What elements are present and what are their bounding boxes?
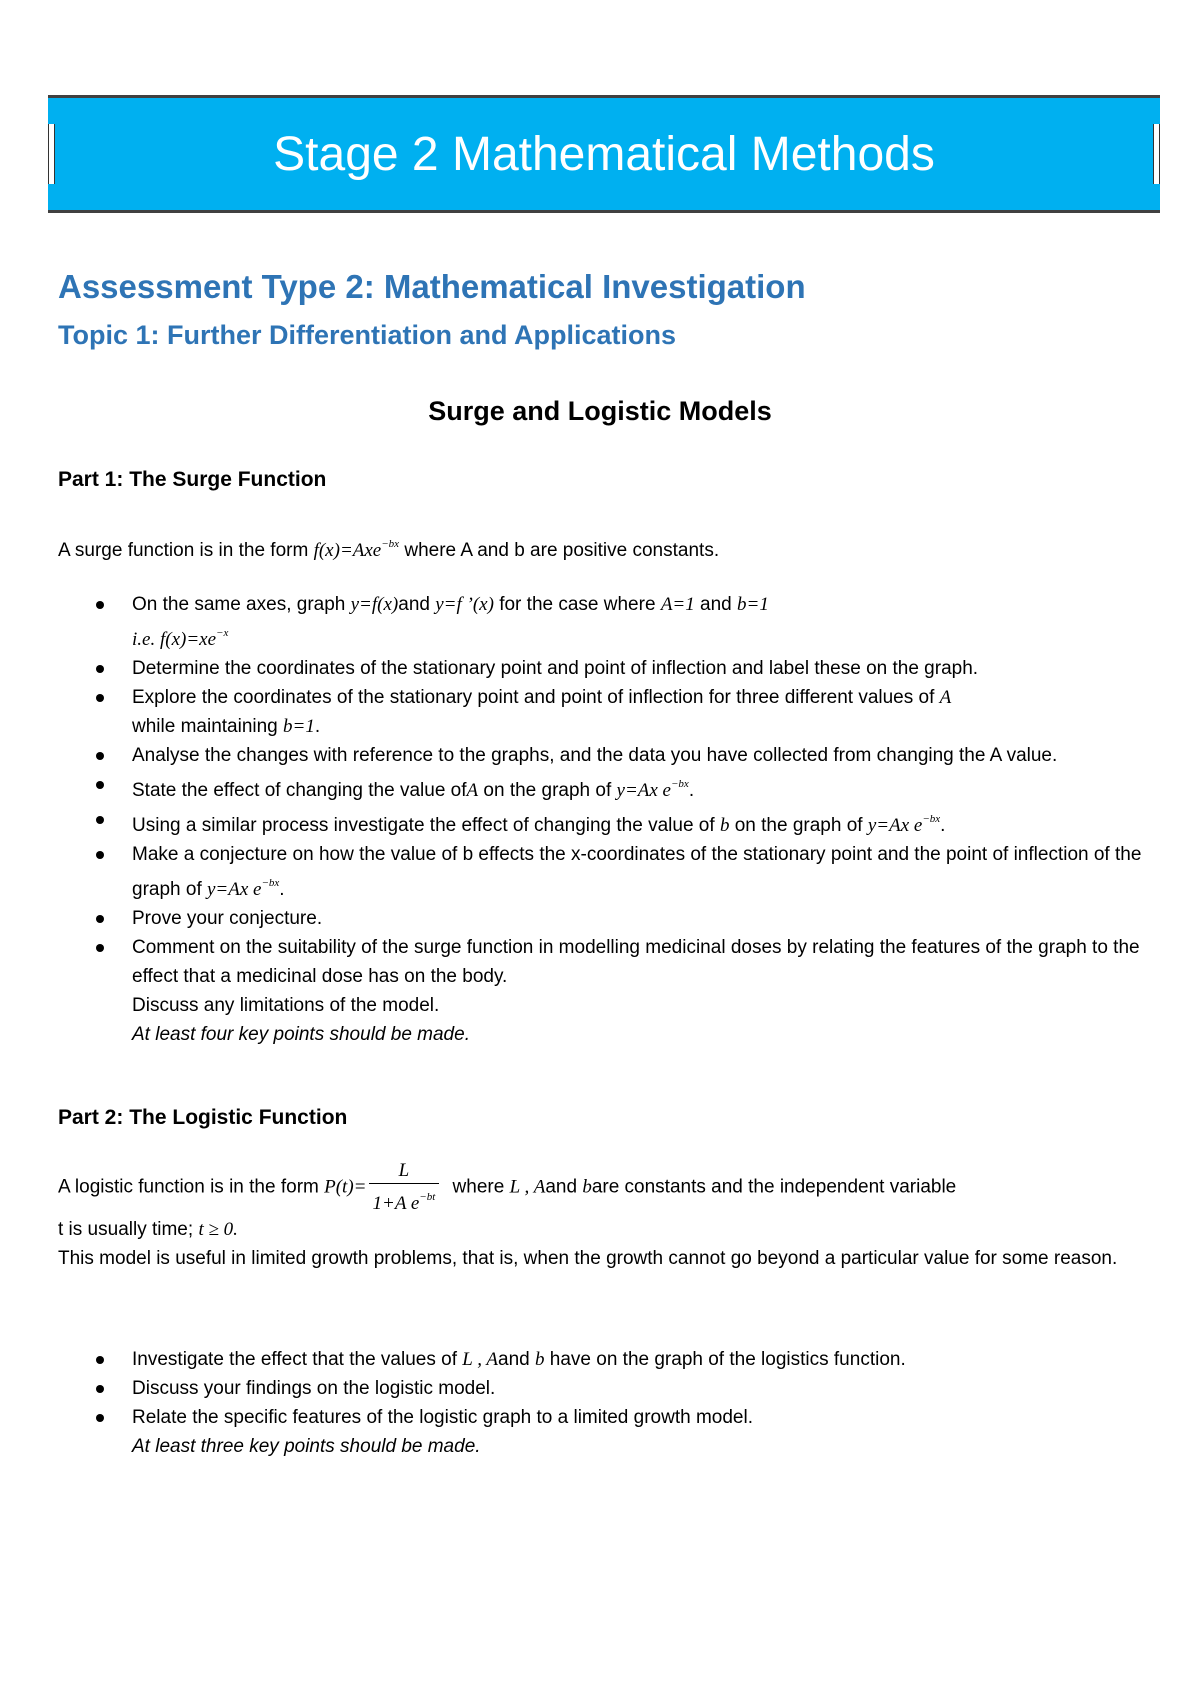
assessment-heading: Assessment Type 2: Mathematical Investigation bbox=[58, 268, 806, 305]
bullet-text: . bbox=[688, 780, 695, 801]
math-formula: A=1 bbox=[660, 594, 695, 615]
bullet-text: Make a conjecture on how the value of b effects the x-coordinates of the stationary point and the point of inflection of the graph of bbox=[132, 844, 1142, 900]
math-variable: A bbox=[939, 687, 952, 708]
list-item bbox=[132, 741, 1148, 770]
math-variable: b bbox=[719, 815, 730, 836]
math-formula: y=Ax e bbox=[207, 879, 262, 900]
bullet-text: and bbox=[398, 594, 436, 615]
bullet-text: and bbox=[694, 594, 738, 615]
bullet-text: Discuss your findings on the logistic model. bbox=[132, 1378, 496, 1399]
bullet-text: Analyse the changes with reference to the graphs, and the data you have collected from changing the A value. bbox=[132, 745, 1058, 766]
banner-title: Stage 2 Mathematical Methods bbox=[273, 128, 935, 181]
list-item bbox=[132, 1403, 1148, 1461]
list-item bbox=[132, 933, 1148, 1049]
bullet-text: Explore the coordinates of the stationary point and point of inflection for three different values of bbox=[132, 687, 940, 708]
math-variable: b bbox=[535, 1349, 545, 1370]
math-variable: A bbox=[466, 780, 479, 801]
math-formula: y=Ax e bbox=[867, 815, 923, 836]
bullet-text: have on the graph of the logistics function. bbox=[544, 1349, 906, 1370]
part1-intro-formula: f(x)=Axe bbox=[313, 540, 382, 561]
math-exponent: −bx bbox=[922, 813, 941, 825]
math-formula: b=1 bbox=[737, 594, 769, 615]
part1-intro bbox=[58, 530, 1148, 565]
part1-bullet-list bbox=[58, 590, 1148, 1049]
bullet-note: At least three key points should be made. bbox=[132, 1436, 481, 1457]
bullet-text: On the same axes, graph bbox=[132, 594, 351, 615]
math-formula: t ≥ 0. bbox=[198, 1219, 238, 1240]
list-item bbox=[132, 654, 1148, 683]
bullet-text: on the graph of bbox=[478, 780, 617, 801]
math-formula: y=f ’(x) bbox=[435, 594, 494, 615]
fraction-numerator: L bbox=[369, 1160, 440, 1184]
math-exponent: −bx bbox=[671, 778, 689, 790]
list-item bbox=[132, 805, 1148, 840]
list-item bbox=[132, 840, 1148, 904]
bullet-text: on the graph of bbox=[729, 815, 868, 836]
part1-heading: Part 1: The Surge Function bbox=[58, 468, 327, 491]
math-formula: b=1 bbox=[283, 716, 315, 737]
bullet-text: Using a similar process investigate the effect of changing the value of bbox=[132, 815, 720, 836]
part2-intro-prefix: A logistic function is in the form bbox=[58, 1176, 325, 1198]
bullet-text: Prove your conjecture. bbox=[132, 908, 323, 929]
part2-intro bbox=[58, 1160, 1148, 1273]
intro-text: t is usually time; bbox=[58, 1219, 199, 1240]
bullet-text: for the case where bbox=[493, 594, 661, 615]
bullet-text: . bbox=[314, 716, 321, 737]
bullet-note: At least four key points should be made. bbox=[132, 1024, 470, 1045]
math-formula: y=Ax e bbox=[616, 780, 671, 801]
bullet-text: Relate the specific features of the logistic graph to a limited growth model. bbox=[132, 1407, 753, 1428]
list-item bbox=[132, 590, 1148, 654]
title-banner bbox=[48, 95, 1160, 213]
math-variable: b bbox=[582, 1176, 592, 1198]
part2-heading: Part 2: The Logistic Function bbox=[58, 1106, 348, 1129]
list-item bbox=[132, 770, 1148, 805]
bullet-text: State the effect of changing the value of bbox=[132, 780, 467, 801]
bullet-text: Investigate the effect that the values of bbox=[132, 1349, 463, 1370]
logistic-fraction bbox=[369, 1160, 440, 1215]
math-variable: L , A bbox=[509, 1176, 546, 1198]
math-exponent: −bx bbox=[261, 877, 280, 889]
part2-description: This model is useful in limited growth problems, that is, when the growth cannot go beyond a particular value for some reason. bbox=[58, 1248, 1118, 1269]
document-title: Surge and Logistic Models bbox=[428, 396, 772, 426]
part2-bullet-list bbox=[58, 1345, 1148, 1461]
list-item bbox=[132, 683, 1148, 741]
bullet-text: . bbox=[940, 815, 946, 836]
denominator-text: 1+A e bbox=[372, 1193, 420, 1214]
math-formula: i.e. f(x)=xe bbox=[132, 629, 217, 650]
list-item bbox=[132, 904, 1148, 933]
part1-intro-exponent: −bx bbox=[381, 538, 400, 550]
part1-intro-prefix: A surge function is in the form bbox=[58, 540, 314, 561]
intro-text: where bbox=[447, 1176, 510, 1198]
fraction-denominator bbox=[369, 1184, 440, 1215]
math-formula: y=f(x) bbox=[350, 594, 399, 615]
bullet-text: while maintaining bbox=[132, 716, 284, 737]
list-item bbox=[132, 1345, 1148, 1374]
bullet-text: Discuss any limitations of the model. bbox=[132, 995, 440, 1016]
intro-text: and bbox=[545, 1176, 583, 1198]
topic-heading: Topic 1: Further Differentiation and Applications bbox=[58, 320, 677, 350]
math-formula: P(t)= bbox=[324, 1176, 367, 1198]
bullet-text: Determine the coordinates of the stationary point and point of inflection and label these on the graph. bbox=[132, 658, 979, 679]
math-variable: L , A bbox=[462, 1349, 499, 1370]
math-exponent: −bt bbox=[419, 1191, 436, 1203]
part1-intro-suffix: where A and b are positive constants. bbox=[399, 540, 720, 561]
bullet-text: . bbox=[279, 879, 285, 900]
bullet-text: and bbox=[498, 1349, 535, 1370]
bullet-text: Comment on the suitability of the surge function in modelling medicinal doses by relating the features of the graph to the effect that a medicinal dose has on the body. bbox=[132, 937, 1140, 987]
list-item bbox=[132, 1374, 1148, 1403]
math-exponent: −x bbox=[216, 627, 229, 639]
intro-text: are constants and the independent variable bbox=[591, 1176, 957, 1198]
